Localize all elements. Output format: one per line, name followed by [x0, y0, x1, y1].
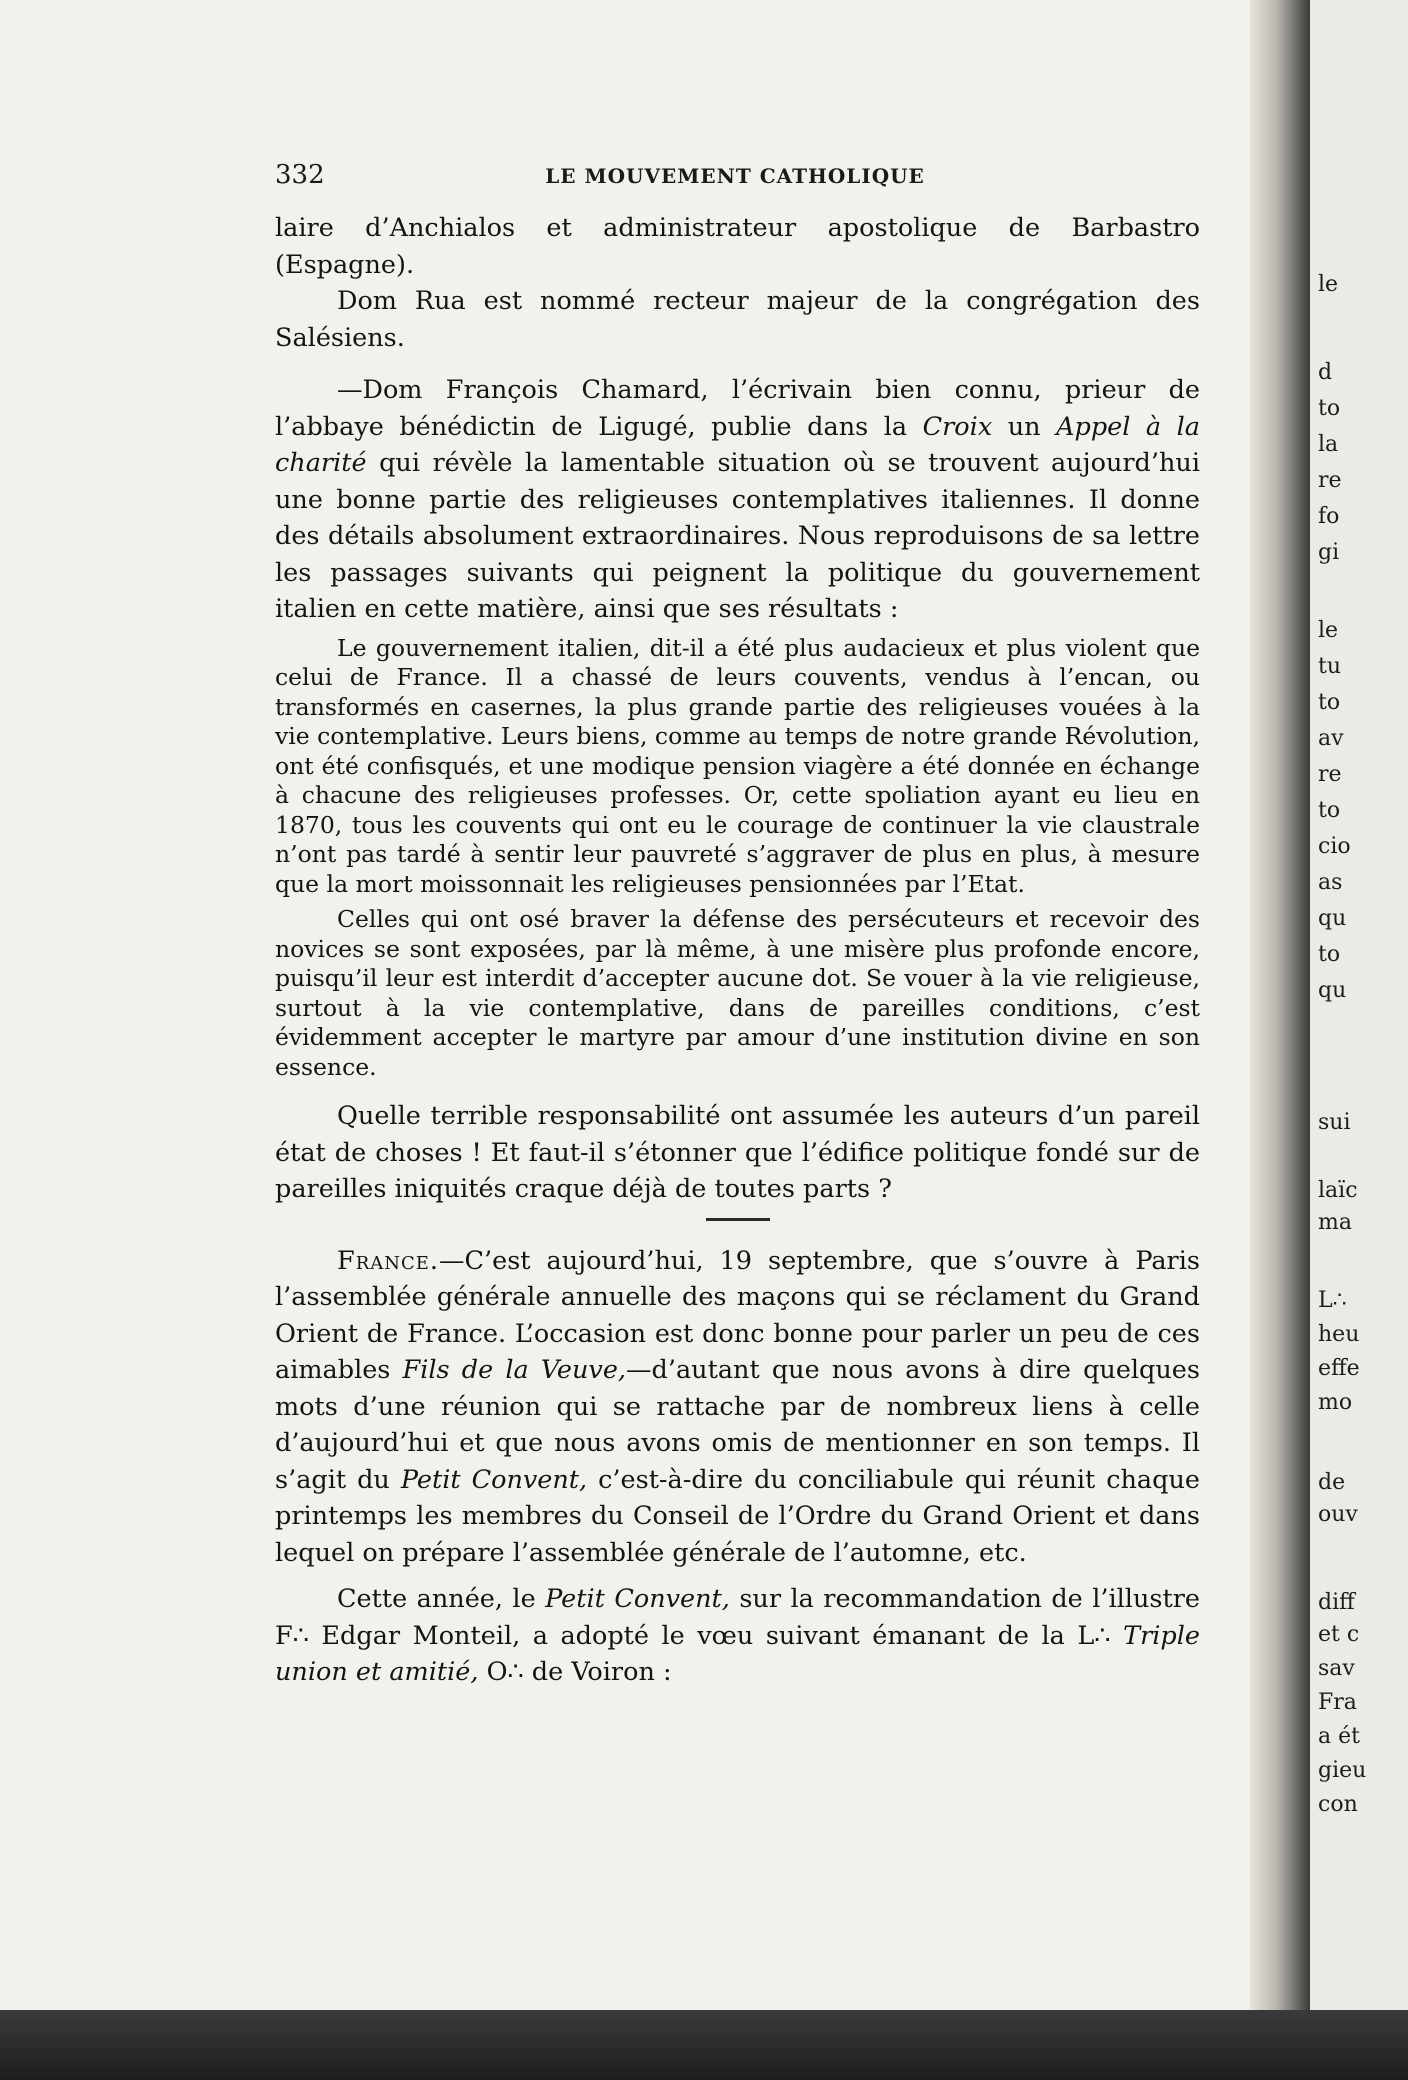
paragraph-france-text-e: c’est-à-dire du conciliabule qui réunit chaque printemps les membres du Conseil de l’Ordre du Grand Orient et dans lequel on prépare l’assemblée générale de l’automne, etc.: [275, 1464, 1200, 1568]
facing-page-fragment: Fra: [1318, 1690, 1357, 1715]
appel-title: Appel à la charité: [275, 411, 1201, 478]
facing-page-fragment: qu: [1318, 978, 1347, 1003]
paragraph-responsabilite: Quelle terrible responsabilité ont assumée les auteurs d’un pareil état de choses ! Et faut-il s’étonner que l’édifice politique fondé sur de pareilles iniquités craque déjà de toutes parts ?: [275, 1101, 1200, 1204]
facing-page-fragment: sav: [1318, 1656, 1355, 1681]
facing-page-fragment: heu: [1318, 1322, 1360, 1347]
facing-page-fragment: to: [1318, 942, 1341, 967]
paragraph-france-text-a: —C’est aujourd’hui, 19 septembre, que s’ouvre à Paris l’assemblée générale annuelle des maçons qui se réclament du Grand Orient de France. L’occasion est donc bonne pour parler un peu de ces aimables: [275, 1245, 1200, 1385]
facing-page-fragment: as: [1318, 870, 1343, 895]
petit-convent-2: Petit Convent,: [545, 1584, 730, 1614]
facing-page-fragment: et c: [1318, 1622, 1360, 1647]
page-number: 332: [275, 160, 325, 190]
facing-page-fragment: fo: [1318, 504, 1340, 529]
facing-page-fragment: re: [1318, 468, 1342, 493]
facing-page-edge: [1310, 0, 1408, 2080]
quote-italian-government: Le gouvernement italien, dit-il a été plus audacieux et plus violent que celui de France. Il a chassé de leurs couvents, vendus à l’encan, ou transformés en casernes, la plus grande partie des religieuses vouées à la vie contemplative. Leurs biens, comme au temps de notre grande Révolution, ont été confisqués, et une modique pension viagère a été donnée en échange à chacune des religieuses professes. Or, cette spoliation ayant eu lieu en 1870, tous les couvents qui ont eu le courage de continuer la vie claustrale n’ont pas tardé à sentir leur pauvreté s’aggraver de plus en plus, à mesure que la mort moissonnait les religieuses pensionnées par l’Etat.: [275, 633, 1200, 898]
facing-page-fragment: cio: [1318, 834, 1351, 859]
paragraph-france: [275, 1243, 1200, 1572]
paragraph-petit-convent-text-a: Cette année, le: [337, 1584, 546, 1614]
facing-page-fragment: gi: [1318, 540, 1340, 565]
quote-novices: Celles qui ont osé braver la défense des persécuteurs et recevoir des novices se sont exposées, par là même, à une misère plus profonde encore, puisqu’il leur est interdit d’accepter aucune dot. Se vouer à la vie religieuse, surtout à la vie contemplative, dans de pareilles conditions, c’est évidemment accepter le martyre par amour d’une institution divine en son essence.: [275, 905, 1200, 1081]
triple-union: Triple union et amitié,: [275, 1620, 1200, 1687]
petit-convent-1: Petit Convent,: [400, 1464, 588, 1495]
scan-bottom-edge: [0, 2010, 1408, 2080]
facing-page-fragment: ouv: [1318, 1502, 1358, 1527]
paragraph-chamard: [275, 372, 1200, 628]
facing-page-fragment: d: [1318, 360, 1333, 385]
facing-page-fragment: to: [1318, 690, 1341, 715]
paragraph-france-text-c: —d’autant que nous avons à dire quelques mots d’une réunion qui se rattache par de nombreux liens à celle d’aujourd’hui et que nous avons omis de mentionner en son temps. Il s’agit du: [275, 1355, 1200, 1495]
facing-page-fragment: le: [1318, 618, 1339, 643]
section-lead-france: France.: [337, 1245, 440, 1276]
facing-page-fragment: av: [1318, 726, 1344, 751]
facing-page-fragment: tu: [1318, 654, 1342, 679]
facing-page-fragment: effe: [1318, 1356, 1360, 1381]
facing-page-fragment: to: [1318, 396, 1341, 421]
paragraph-petit-convent: [275, 1581, 1200, 1691]
facing-page-fragment: la: [1318, 432, 1339, 457]
page-header: [275, 160, 1195, 194]
body-text: [275, 210, 1200, 1691]
fils-de-la-veuve: Fils de la Veuve,: [402, 1355, 627, 1385]
facing-page-fragment: re: [1318, 762, 1342, 787]
facing-page-fragment: gieu: [1318, 1758, 1367, 1783]
facing-page-fragment: con: [1318, 1792, 1358, 1817]
facing-page-fragment: laïc: [1318, 1178, 1358, 1203]
facing-page-fragment: qu: [1318, 906, 1347, 931]
paragraph-petit-convent-text-e: O∴ de Voiron :: [478, 1657, 672, 1687]
facing-page-fragment: a ét: [1318, 1724, 1360, 1749]
facing-page-fragment: sui: [1318, 1110, 1351, 1135]
facing-page-fragment: ma: [1318, 1210, 1352, 1235]
paragraph-dom-rua: Dom Rua est nommé recteur majeur de la congrégation des Salésiens.: [275, 286, 1200, 353]
facing-page-fragment: diff: [1318, 1590, 1355, 1615]
facing-page-fragment: L∴: [1318, 1288, 1347, 1313]
facing-page-fragment: le: [1318, 272, 1339, 297]
facing-page-fragment: de: [1318, 1470, 1346, 1495]
facing-page-fragment: to: [1318, 798, 1341, 823]
paragraph-chamard-text-c: un: [992, 411, 1057, 442]
book-gutter-shadow: [1250, 0, 1310, 2080]
croix-title: Croix: [922, 411, 993, 442]
facing-page-fragment: mo: [1318, 1390, 1353, 1415]
section-divider: [706, 1218, 770, 1221]
paragraph-chamard-text-e: qui révèle la lamentable situation où se trouvent aujourd’hui une bonne partie des religieuses contemplatives italiennes. Il donne des détails absolument extraordinaires. Nous reproduisons de sa lettre les passages suivants qui peignent la politique du gouvernement italien en cette matière, ainsi que ses résultats :: [275, 448, 1200, 624]
paragraph-petit-convent-text-c: sur la recommandation de l’illustre F∴ Edgar Monteil, a adopté le vœu suivant émanant de la L∴: [275, 1584, 1200, 1651]
paragraph-barbastro: laire d’Anchialos et administrateur apostolique de Barbastro (Espagne).: [275, 213, 1200, 280]
paragraph-chamard-text-a: —Dom François Chamard, l’écrivain bien connu, prieur de l’abbaye bénédictin de Ligugé, publie dans la: [275, 375, 1200, 442]
running-title: LE MOUVEMENT CATHOLIQUE: [545, 164, 925, 188]
